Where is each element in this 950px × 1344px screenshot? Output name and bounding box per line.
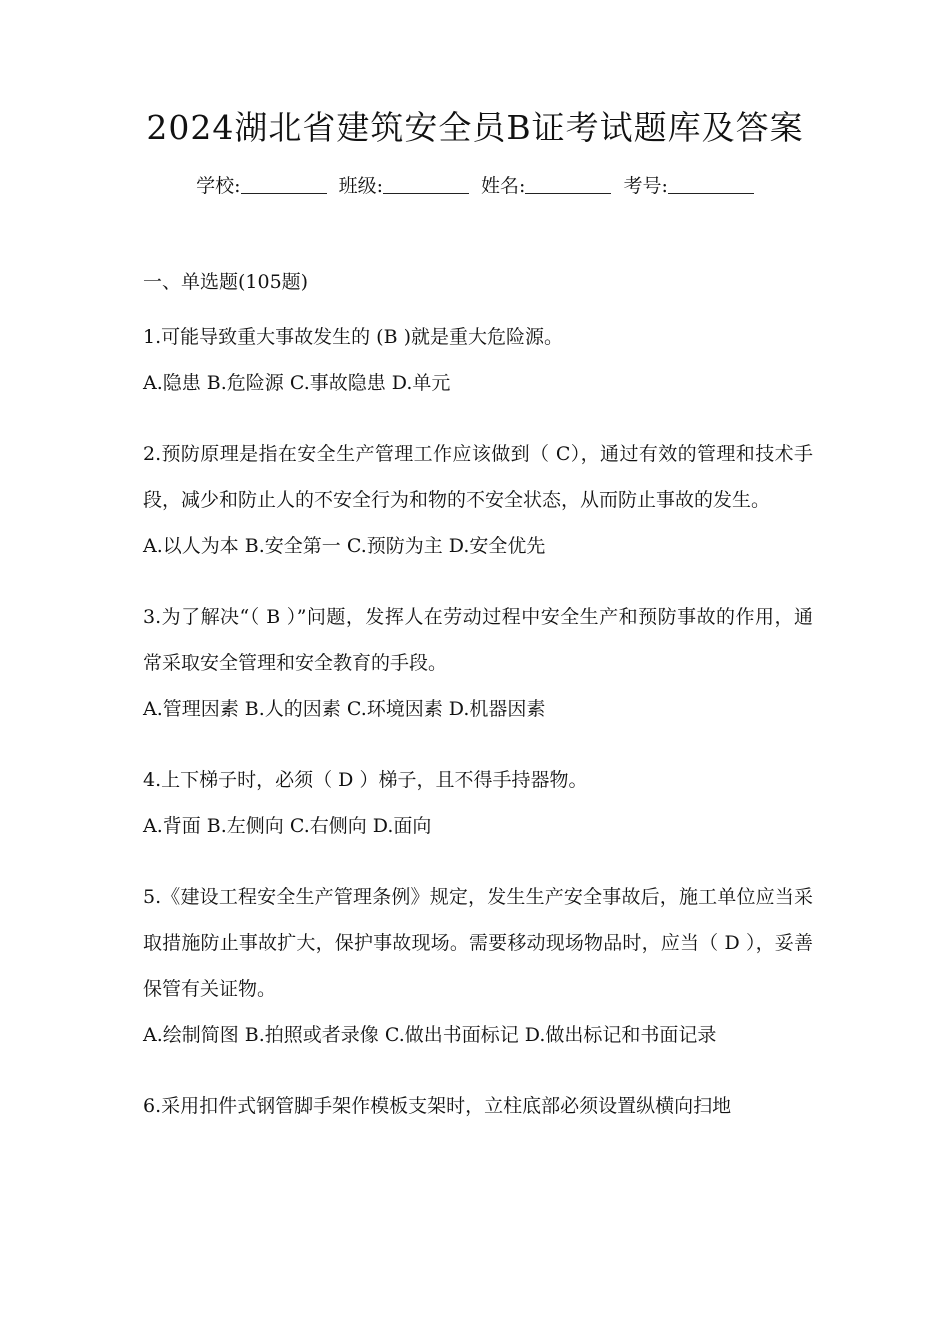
question-item	[143, 314, 813, 398]
question-item	[143, 874, 813, 1050]
question-item	[143, 594, 813, 724]
question-stem: 3.为了解决“（ B ）”问题，发挥人在劳动过程中安全生产和预防事故的作用，通常采取安全管理和安全教育的手段。	[143, 606, 813, 674]
question-item	[143, 757, 813, 841]
exam-number-field	[623, 175, 753, 197]
question-spacer	[143, 724, 813, 757]
question-options: A.背面 B.左侧向 C.右侧向 D.面向	[143, 815, 432, 837]
question-list	[143, 267, 813, 1129]
question-spacer	[143, 1050, 813, 1083]
exam-number-blank	[668, 175, 754, 194]
question-options: A.隐患 B.危险源 C.事故隐患 D.单元	[143, 372, 451, 394]
class-blank	[383, 175, 469, 194]
school-blank	[241, 175, 327, 194]
name-label: 姓名:	[481, 175, 526, 197]
section-heading: 一、单选题(105题)	[143, 271, 309, 293]
question-stem: 1.可能导致重大事故发生的 (B )就是重大危险源。	[143, 326, 563, 348]
question-item	[143, 1083, 813, 1129]
class-field	[339, 175, 475, 197]
school-field	[196, 175, 332, 197]
question-options: A.以人为本 B.安全第一 C.预防为主 D.安全优先	[143, 535, 546, 557]
question-stem: 4.上下梯子时，必须（ D ）梯子，且不得手持器物。	[143, 769, 588, 791]
question-stem: 6.采用扣件式钢管脚手架作模板支架时，立柱底部必须设置纵横向扫地	[143, 1095, 732, 1117]
question-spacer	[143, 561, 813, 594]
question-item	[143, 431, 813, 561]
question-options: A.绘制简图 B.拍照或者录像 C.做出书面标记 D.做出标记和书面记录	[143, 1024, 717, 1046]
question-spacer	[143, 398, 813, 431]
name-blank	[525, 175, 611, 194]
question-stem: 5.《建设工程安全生产管理条例》规定，发生生产安全事故后，施工单位应当采取措施防止事故扩大，保护事故现场。需要移动现场物品时，应当（ D ），妥善保管有关证物。	[143, 886, 813, 1000]
school-label: 学校:	[196, 175, 241, 197]
document-title: 2024湖北省建筑安全员B证考试题库及答案	[146, 108, 804, 147]
question-options: A.管理因素 B.人的因素 C.环境因素 D.机器因素	[143, 698, 546, 720]
exam-number-label: 考号:	[623, 175, 668, 197]
question-stem: 2.预防原理是指在安全生产管理工作应该做到（ C），通过有效的管理和技术手段，减少和防止人的不安全行为和物的不安全状态，从而防止事故的发生。	[143, 443, 813, 511]
question-spacer	[143, 841, 813, 874]
name-field	[481, 175, 617, 197]
class-label: 班级:	[338, 175, 383, 197]
student-info-line	[0, 171, 950, 201]
